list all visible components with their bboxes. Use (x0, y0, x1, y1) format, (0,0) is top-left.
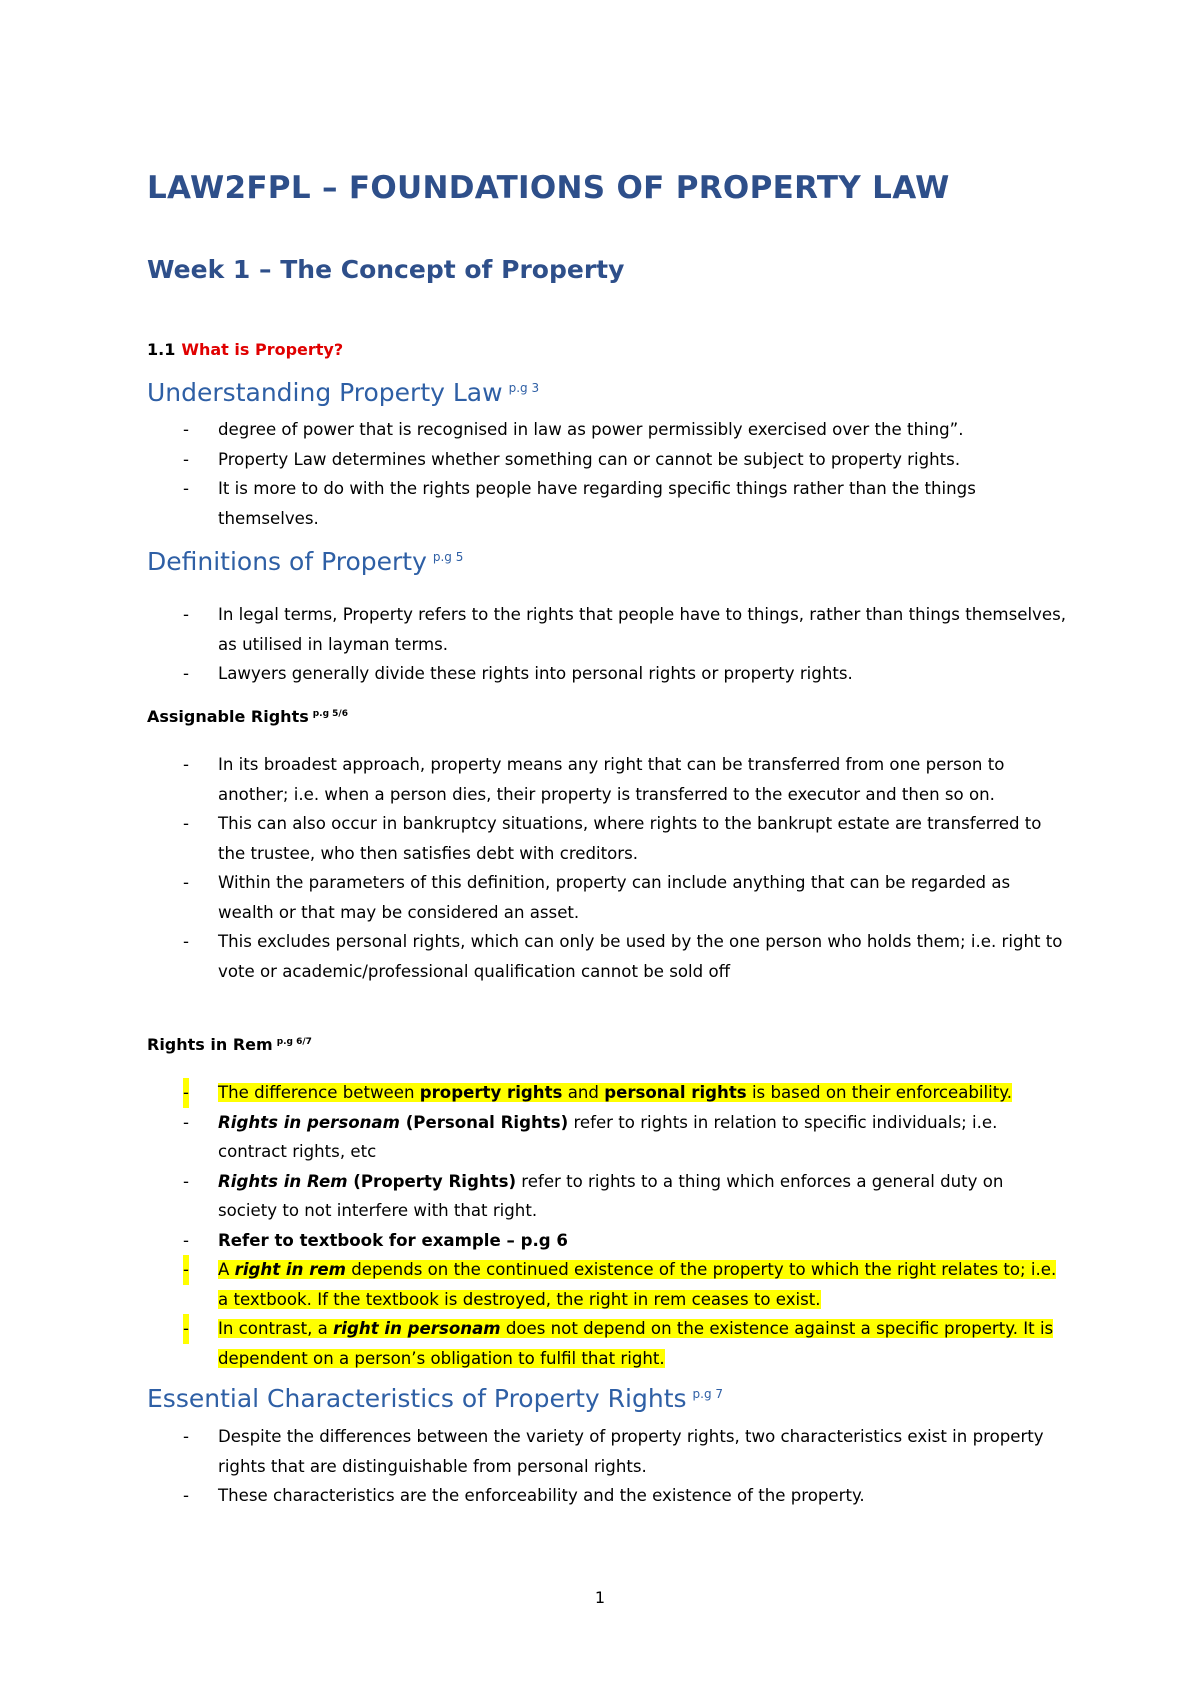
list-item: - This can also occur in bankruptcy situations, where rights to the bankrupt estate are transferred to the trustee, who then satisfies debt with creditors. (183, 814, 1042, 863)
page-ref: p.g 7 (692, 1386, 724, 1401)
list-item: - A right in rem depends on the continued existence of the property to which the right relates to; i.e. a textbook. If the textbook is destroyed, the right in rem ceases to exist. (147, 1255, 1067, 1314)
list-item: - Lawyers generally divide these rights into personal rights or property rights. (183, 664, 853, 683)
list-item: - Rights in personam (Personal Rights) refer to rights in relation to specific individuals; i.e. contract rights, etc (183, 1112, 998, 1161)
heading-text: Rights in Rem (147, 1035, 273, 1054)
list-item: - These characteristics are the enforceability and the existence of the property. (183, 1486, 865, 1505)
page-ref: p.g 5/6 (312, 708, 348, 719)
list-item: - Refer to textbook for example – p.g 6 (183, 1230, 568, 1250)
list-item: - In contrast, a right in personam does not depend on the existence against a specific property. It is dependent on a person’s obligation to fulfil that right. (147, 1314, 1067, 1373)
list-item: - Rights in Rem (Property Rights) refer to rights to a thing which enforces a general duty on society to not interfere with that right. (183, 1171, 1004, 1220)
list-item: - In legal terms, Property refers to the rights that people have to things, rather than things themselves, as utilised in layman terms. (183, 605, 1067, 654)
list-item: - This excludes personal rights, which can only be used by the one person who holds them; i.e. right to vote or academic/professional qualification cannot be sold off (183, 932, 1063, 981)
page-ref: p.g 3 (508, 380, 540, 395)
bullet-list-rights-in-rem (147, 1078, 1067, 1373)
bullet-list-understanding (147, 415, 1067, 533)
subsection-number: 1.1 (147, 340, 176, 359)
heading-rights-in-rem (147, 1035, 1067, 1054)
bullet-list-assignable (147, 750, 1067, 986)
heading-text: Definitions of Property (147, 547, 427, 576)
page-number: 1 (594, 1588, 606, 1607)
heading-text: Essential Characteristics of Property Rights (147, 1384, 687, 1413)
list-item: - The difference between property rights and personal rights is based on their enforceability. (147, 1078, 1067, 1108)
list-item: - degree of power that is recognised in law as power permissibly exercised over the thing”. (183, 420, 964, 439)
list-item: - It is more to do with the rights people have regarding specific things rather than the things themselves. (183, 479, 976, 528)
bullet-list-definitions (147, 600, 1067, 689)
heading-text: Assignable Rights (147, 707, 309, 726)
heading-definitions-of-property (147, 547, 1067, 577)
heading-text: Understanding Property Law (147, 378, 503, 407)
heading-essential-characteristics (147, 1384, 1067, 1414)
list-item: - Despite the differences between the variety of property rights, two characteristics exist in property rights that are distinguishable from personal rights. (183, 1427, 1044, 1476)
page-ref: p.g 6/7 (276, 1036, 312, 1047)
bullet-list-characteristics (147, 1422, 1067, 1511)
list-item: - In its broadest approach, property means any right that can be transferred from one person to another; i.e. when a person dies, their property is transferred to the executor and then so on. (183, 755, 1005, 804)
list-item: - Property Law determines whether something can or cannot be subject to property rights. (183, 449, 961, 469)
week-heading: Week 1 – The Concept of Property (147, 255, 625, 284)
list-item: - Within the parameters of this definition, property can include anything that can be regarded as wealth or that may be considered an asset. (183, 873, 1011, 922)
heading-understanding-property-law (147, 378, 1067, 408)
document-title: LAW2FPL – FOUNDATIONS OF PROPERTY LAW (147, 170, 950, 206)
subsection-heading (147, 340, 1067, 359)
heading-assignable-rights (147, 707, 1067, 726)
subsection-label: What is Property? (181, 340, 344, 359)
page-ref: p.g 5 (432, 549, 464, 564)
